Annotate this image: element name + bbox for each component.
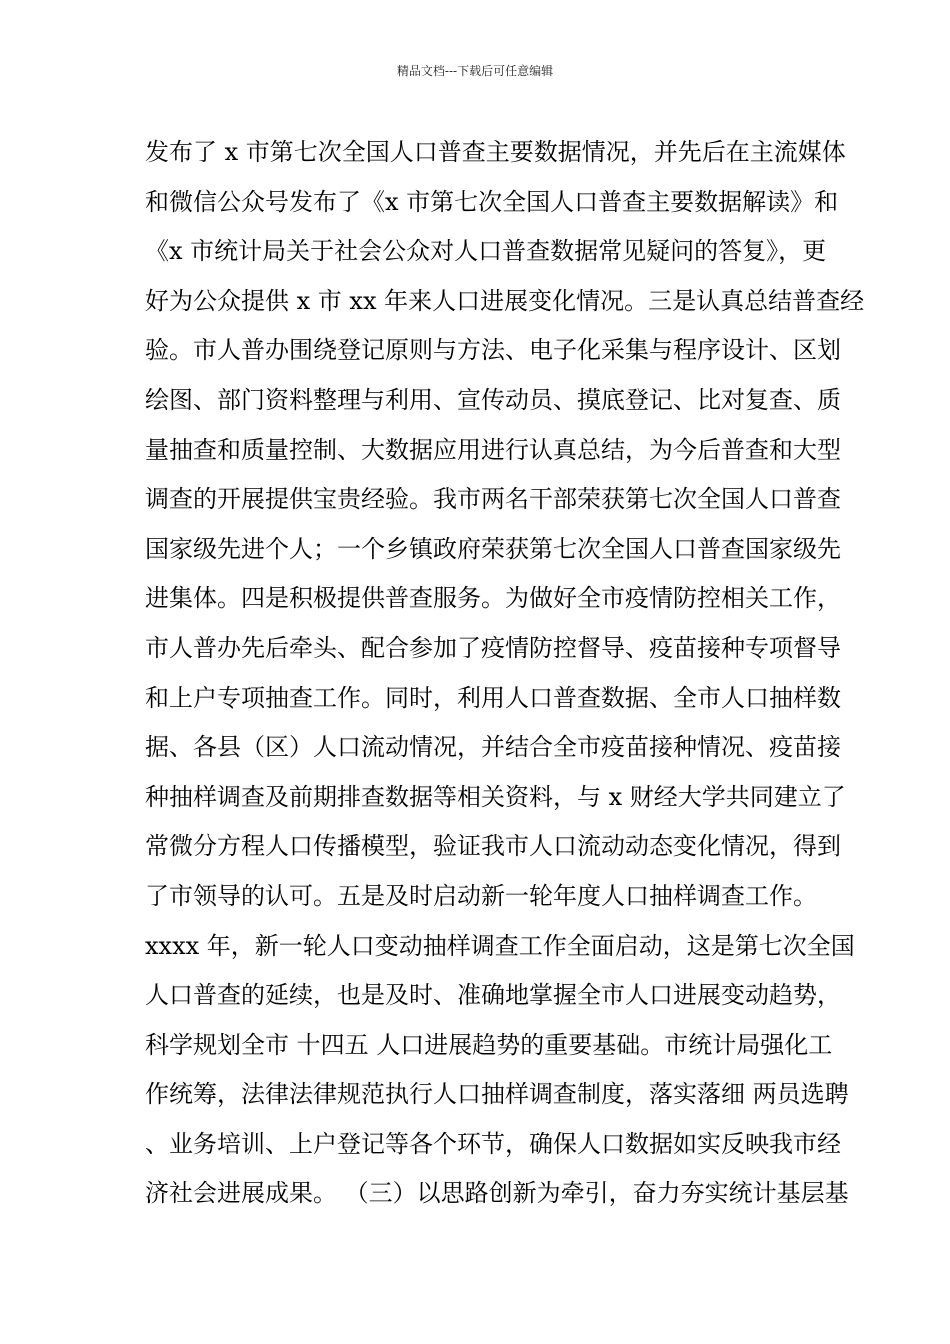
text-line: 作统筹，法律法律规范执行人口抽样调查制度，落实落细 两员选聘: [145, 1080, 849, 1109]
text-line: 国家级先进个人；一个乡镇政府荣获第七次全国人口普查国家级先: [145, 534, 841, 563]
page-header: 精品文档---下载后可任意编辑: [396, 64, 554, 78]
text-line: 市人普办先后牵头、配合参加了疫情防控督导、疫苗接种专项督导: [145, 633, 841, 662]
text-line: 常微分方程人口传播模型，验证我市人口流动动态变化情况，得到: [145, 832, 841, 861]
text-line: 科学规划全市 十四五 人口进展趋势的重要基础。市统计局强化工: [145, 1030, 833, 1059]
text-line: 验。市人普办围绕登记原则与方法、电子化采集与程序设计、区划: [145, 336, 841, 365]
text-line: 调查的开展提供宝贵经验。我市两名干部荣获第七次全国人口普查: [145, 485, 841, 514]
text-line: 、业务培训、上户登记等各个环节，确保人口数据如实反映我市经: [145, 1129, 841, 1158]
text-line: 发布了 x 市第七次全国人口普查主要数据情况，并先后在主流媒体: [145, 138, 846, 166]
text-line: 据、各县（区）人口流动情况，并结合全市疫苗接种情况、疫苗接: [145, 733, 841, 762]
text-line: xxxx 年，新一轮人口变动抽样调查工作全面启动，这是第七次全国: [145, 931, 855, 960]
text-line: 绘图、部门资料整理与利用、宣传动员、摸底登记、比对复查、质: [145, 385, 841, 414]
body-text: [145, 128, 865, 1219]
text-line: 好为公众提供 x 市 xx 年来人口进展变化情况。三是认真总结普查经: [145, 286, 865, 315]
text-line: 种抽样调查及前期排查数据等相关资料，与 x 财经大学共同建立了: [145, 782, 846, 811]
text-line: 量抽查和质量控制、大数据应用进行认真总结，为今后普查和大型: [145, 435, 841, 464]
text-line: 和上户专项抽查工作。同时，利用人口普查数据、全市人口抽样数: [145, 683, 841, 712]
text-line: 和微信公众号发布了《x 市第七次全国人口普查主要数据解读》和: [145, 187, 839, 216]
text-line: 了市领导的认可。五是及时启动新一轮年度人口抽样调查工作。: [145, 881, 817, 910]
text-line: 人口普查的延续，也是及时、准确地掌握全市人口进展变动趋势，: [145, 981, 841, 1010]
text-line: 济社会进展成果。 （三）以思路创新为牵引，奋力夯实统计基层基: [145, 1179, 849, 1208]
text-line: 进集体。四是积极提供普查服务。为做好全市疫情防控相关工作，: [145, 584, 841, 613]
text-line: 《x 市统计局关于社会公众对人口普查数据常见疑问的答复》，更: [145, 237, 827, 266]
